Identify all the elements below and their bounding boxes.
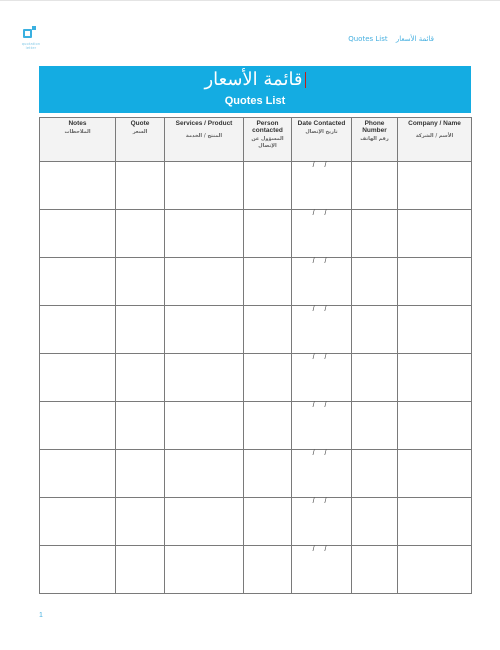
date-cell[interactable]: / / [292,162,352,210]
person-cell[interactable] [244,210,292,258]
table-body [40,162,472,594]
notes-cell[interactable] [40,450,116,498]
person-cell[interactable] [244,546,292,594]
table-row [40,498,472,546]
phone-cell[interactable] [352,402,398,450]
phone-cell[interactable] [352,258,398,306]
header-title-ar: قائمة الأسعار [395,35,434,43]
quote-cell[interactable] [116,546,165,594]
phone-cell[interactable] [352,210,398,258]
company-cell[interactable] [398,306,472,354]
person-cell[interactable] [244,450,292,498]
person-cell[interactable] [244,162,292,210]
logo-icon [23,26,37,40]
services-cell[interactable] [165,258,244,306]
date-cell[interactable]: / / [292,546,352,594]
quote-cell[interactable] [116,498,165,546]
company-cell[interactable] [398,402,472,450]
column-header-person: Person contacted المسؤول عن الإتصال [244,118,292,162]
table-header-row [40,118,472,162]
text-cursor [305,72,306,88]
header-title-en: Quotes List [348,35,388,43]
column-header-phone: Phone Number رقم الهاتف [352,118,398,162]
table-row [40,210,472,258]
notes-cell[interactable] [40,162,116,210]
notes-cell[interactable] [40,402,116,450]
services-cell[interactable] [165,450,244,498]
column-header-company: Company / Name الأسم / الشركة [398,118,472,162]
company-logo [19,26,43,56]
services-cell[interactable] [165,306,244,354]
notes-cell[interactable] [40,498,116,546]
phone-cell[interactable] [352,306,398,354]
date-cell[interactable]: / / [292,210,352,258]
date-cell[interactable]: / / [292,354,352,402]
services-cell[interactable] [165,210,244,258]
date-cell[interactable]: / / [292,306,352,354]
header-reference [342,35,434,43]
services-cell[interactable] [165,498,244,546]
notes-cell[interactable] [40,354,116,402]
person-cell[interactable] [244,306,292,354]
services-cell[interactable] [165,402,244,450]
phone-cell[interactable] [352,354,398,402]
table-row [40,306,472,354]
column-header-date: Date Contacted تاريخ الإتصال [292,118,352,162]
services-cell[interactable] [165,162,244,210]
page-top-border [0,0,500,1]
person-cell[interactable] [244,498,292,546]
date-cell[interactable]: / / [292,498,352,546]
phone-cell[interactable] [352,450,398,498]
table-row [40,258,472,306]
table-row [40,402,472,450]
table-row [40,162,472,210]
quote-cell[interactable] [116,258,165,306]
title-banner [39,66,471,113]
person-cell[interactable] [244,354,292,402]
banner-title-en: Quotes List [224,95,286,107]
column-header-quote: Quote السعر [116,118,165,162]
phone-cell[interactable] [352,162,398,210]
date-cell[interactable]: / / [292,402,352,450]
column-header-notes: Notes الملاحظات [40,118,116,162]
person-cell[interactable] [244,258,292,306]
table-row [40,354,472,402]
quote-cell[interactable] [116,402,165,450]
phone-cell[interactable] [352,498,398,546]
services-cell[interactable] [165,354,244,402]
table-row [40,450,472,498]
quote-cell[interactable] [116,306,165,354]
column-header-services: Services / Product المنتج / الخدمة [165,118,244,162]
notes-cell[interactable] [40,546,116,594]
company-cell[interactable] [398,162,472,210]
person-cell[interactable] [244,402,292,450]
date-cell[interactable]: / / [292,258,352,306]
phone-cell[interactable] [352,546,398,594]
company-cell[interactable] [398,210,472,258]
page-number: 1 [39,612,43,619]
notes-cell[interactable] [40,306,116,354]
company-cell[interactable] [398,546,472,594]
quote-cell[interactable] [116,354,165,402]
quote-cell[interactable] [116,210,165,258]
notes-cell[interactable] [40,258,116,306]
quote-cell[interactable] [116,162,165,210]
company-cell[interactable] [398,450,472,498]
date-cell[interactable]: / / [292,450,352,498]
services-cell[interactable] [165,546,244,594]
company-cell[interactable] [398,498,472,546]
banner-title-ar[interactable]: قائمة الأسعار [39,69,471,91]
logo-text: quotation letter [21,42,41,50]
quote-cell[interactable] [116,450,165,498]
company-cell[interactable] [398,354,472,402]
company-cell[interactable] [398,258,472,306]
quotes-table [39,117,472,594]
notes-cell[interactable] [40,210,116,258]
table-row [40,546,472,594]
